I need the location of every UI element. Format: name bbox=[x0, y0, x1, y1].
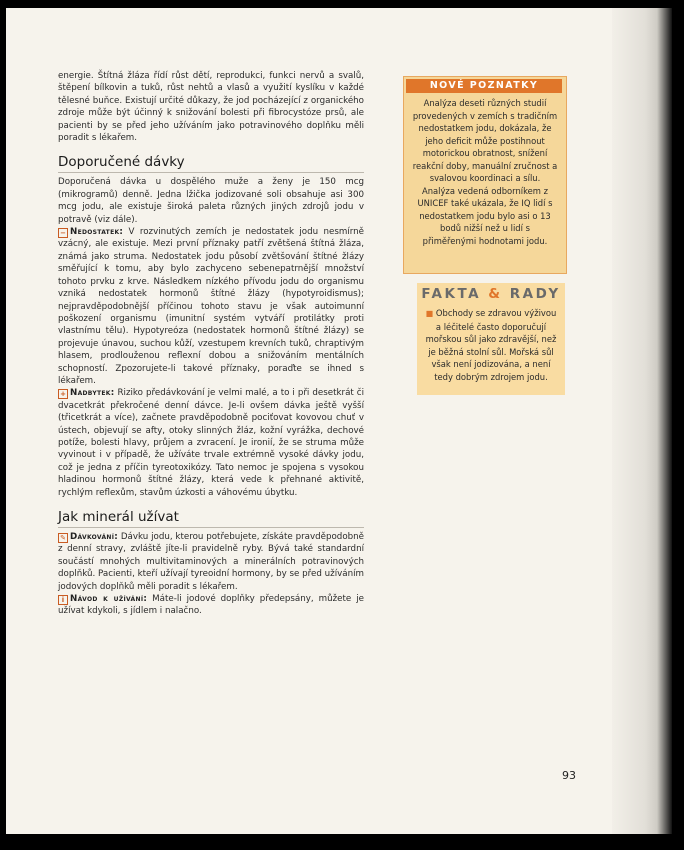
dosing-paragraph bbox=[58, 531, 364, 593]
page-edge-stack bbox=[612, 8, 672, 834]
main-column bbox=[58, 70, 364, 618]
heading-how-to-take: Jak minerál užívat bbox=[58, 509, 364, 528]
dosing-text: Dávku jodu, kterou potřebujete, získáte pravděpodobně z denní stravy, zvláště jíte-li pravidelně ryby. Bývá také standardní součástí mnohých multivitaminových a minerálních potravinových doplňků. Pacienti, kteří užívají tyreoidní hormony, by se před užíváním jodových doplňků měli poradit s lékařem. bbox=[58, 532, 364, 592]
facts-tips-title bbox=[420, 286, 562, 302]
tips-word: RADY bbox=[509, 286, 561, 302]
dose-paragraph: Doporučená dávka u dospělého muže a ženy je 150 mcg (mikrogramů) denně. Jedna lžička jodizované soli obsahuje asi 300 mcg jodu, ale existuje široká paleta různých jiných zdrojů jodu v potravě (viz dále). bbox=[58, 177, 364, 225]
facts-tips-text bbox=[424, 307, 558, 383]
bullet-icon: ■ bbox=[425, 309, 434, 318]
ampersand: & bbox=[488, 286, 503, 302]
intro-paragraph: energie. Štítná žláza řídí růst dětí, reprodukci, funkci nervů a svalů, štěpení bílkovin a tuků, růst nehtů a vlasů a využití kyslíku v každé tělesné buňce. Existují určité důkazy, že jod pocházející z organického zdroje může být účinný k snižování bolesti při fibrocystóze prsů, ale pacienti by se před jeho užíváním jako potravinového doplňku měli poradit s lékařem. bbox=[58, 71, 364, 144]
excess-keyword: Nadbytek: bbox=[70, 388, 115, 399]
new-findings-title: NOVÉ POZNATKY bbox=[406, 79, 562, 93]
facts-tips-body: Obchody se zdravou výživou a léčitelé často doporučují mořskou sůl jako zdravější, než je běžná stolní sůl. Mořská sůl však není jodizována, a není tedy dobrým zdrojem jodu. bbox=[425, 308, 557, 382]
facts-word: FAKTA bbox=[421, 286, 482, 302]
deficit-paragraph bbox=[58, 226, 364, 387]
new-findings-text: Analýza deseti různých studií provedených v zemích s tradičním nedostatkem jodu, dokázala, že jeho deficit může postihnout motorickou obratnost, snížení reakční doby, manuální zručnost a svalovou koordinaci a sílu. Analýza vedená odborníkem z UNICEF také ukázala, že IQ lidí s nedostatkem jodu bylo asi o 13 bodů nižší než u lidí s přiměřenými hodnotami jodu. bbox=[412, 98, 558, 246]
usage-paragraph bbox=[58, 593, 364, 618]
excess-text: Riziko předávkování je velmi malé, a to i při desetkrát či dvacetkrát překročené denní dávce. Je-li ovšem dávka ještě vyšší (třicetkrát a více), začnete pravděpodobně pociťovat kovovou chuť v ústech, objevují se afty, otoky slinných žláz, kožní vyrážka, dechové potíže, bolesti hlavy, průjem a zvracení. Je ironií, že se struma může vyvinout i v případě, že užíváte trvale extrémně vysoké dávky jodu, což je jedna z příčin tyreotoxikózy. Tato nemoc je spojena s vysokou hladinou hormonů štítné žlázy, která vede k přehnané aktivitě, rychlým reflexům, stavům úzkosti a váhovému úbytku. bbox=[58, 388, 364, 498]
pencil-icon: ✎ bbox=[58, 533, 68, 543]
instruction-icon: i bbox=[58, 595, 68, 605]
minus-icon: − bbox=[58, 228, 68, 238]
excess-paragraph bbox=[58, 387, 364, 499]
usage-keyword: Návod k užívání: bbox=[70, 594, 148, 605]
deficit-text: V rozvinutých zemích je nedostatek jodu nesmírně vzácný, ale existuje. Mezi první příznaky patří zvětšená štítná žláza, známá jako struma. Nedostatek jodu působí zvětšování štítné žlázy směřující k tomu, aby bylo zachyceno sebenepatrnější množství tohoto prvku z krve. Následkem nízkého přívodu jodu do organismu vzniká nedostatek hormonů štítné žlázy (hypotyroidismus); nejpravděpodobnější příčinou tohoto stavu je však autoimunní poškození organismu (imunitní systém vytváří protilátky proti vlastnímu tělu). Hypotyreóza (nedostatek hormonů štítné žlázy) se projevuje únavou, suchou kůží, vzestupem krevních tuků, chraptivým hlasem, prodlouženou reflexní dobou a snižováním mentálních schopností. Zpozorujete-li takové příznaky, poraďte se ihned s lékařem. bbox=[58, 227, 364, 386]
dosing-keyword: Dávkování: bbox=[70, 532, 119, 542]
plus-icon: + bbox=[58, 389, 68, 399]
usage-text: Máte-li jodové doplňky předepsány, můžete je užívat kdykoli, s jídlem i nalačno. bbox=[58, 594, 364, 617]
deficit-keyword: Nedostatek: bbox=[70, 227, 124, 238]
page-number: 93 bbox=[562, 769, 576, 782]
heading-recommended-doses: Doporučené dávky bbox=[58, 154, 364, 173]
